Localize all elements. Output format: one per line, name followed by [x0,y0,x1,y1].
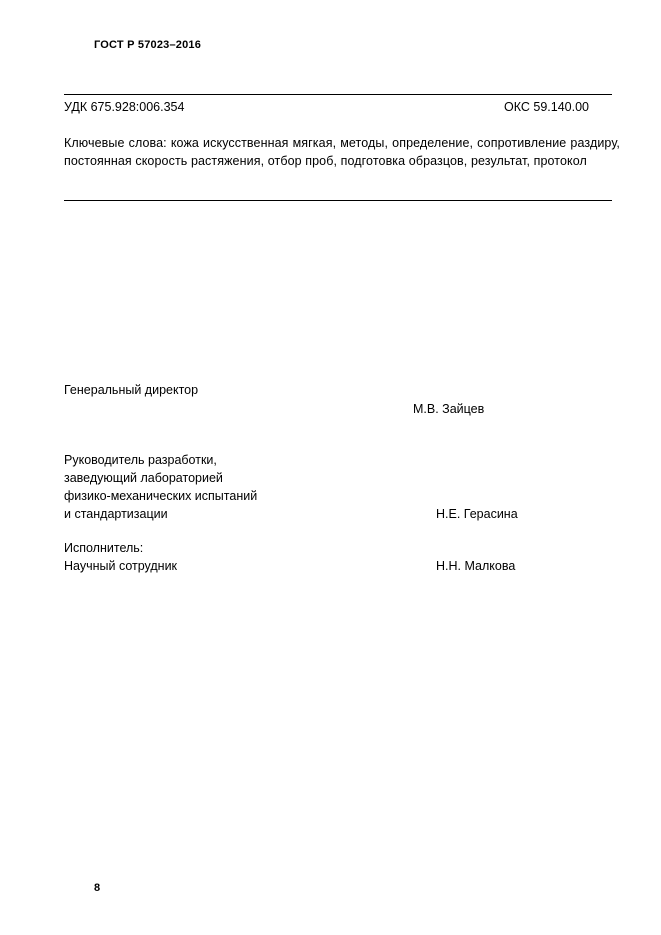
lead-position-line-3: физико-механических испытаний [64,489,258,503]
director-position: Генеральный директор [64,383,199,397]
executor-position: Научный сотрудник [64,559,178,573]
page-number: 8 [94,882,101,894]
director-name: М.В. Зайцев [413,402,485,416]
top-divider [64,94,612,95]
udk-code: УДК 675.928:006.354 [64,100,185,114]
executor-name: Н.Н. Малкова [436,559,516,573]
keywords-paragraph: Ключевые слова: кожа искусственная мягкая, методы, определение, сопротивление раздиру, постоянная скорость растяжения, отбор проб, подготовка образцов, результат, протокол [64,136,620,168]
lead-position-line-4: и стандартизации [64,507,168,521]
lead-name: Н.Е. Герасина [436,507,518,521]
lead-position-line-1: Руководитель разработки, [64,453,217,467]
oks-code: ОКС 59.140.00 [504,100,589,114]
executor-label: Исполнитель: [64,541,144,555]
bottom-divider [64,200,612,201]
classification-row [64,100,589,114]
standard-code-header: ГОСТ Р 57023–2016 [94,39,202,51]
lead-position-line-2: заведующий лабораторией [64,471,223,485]
